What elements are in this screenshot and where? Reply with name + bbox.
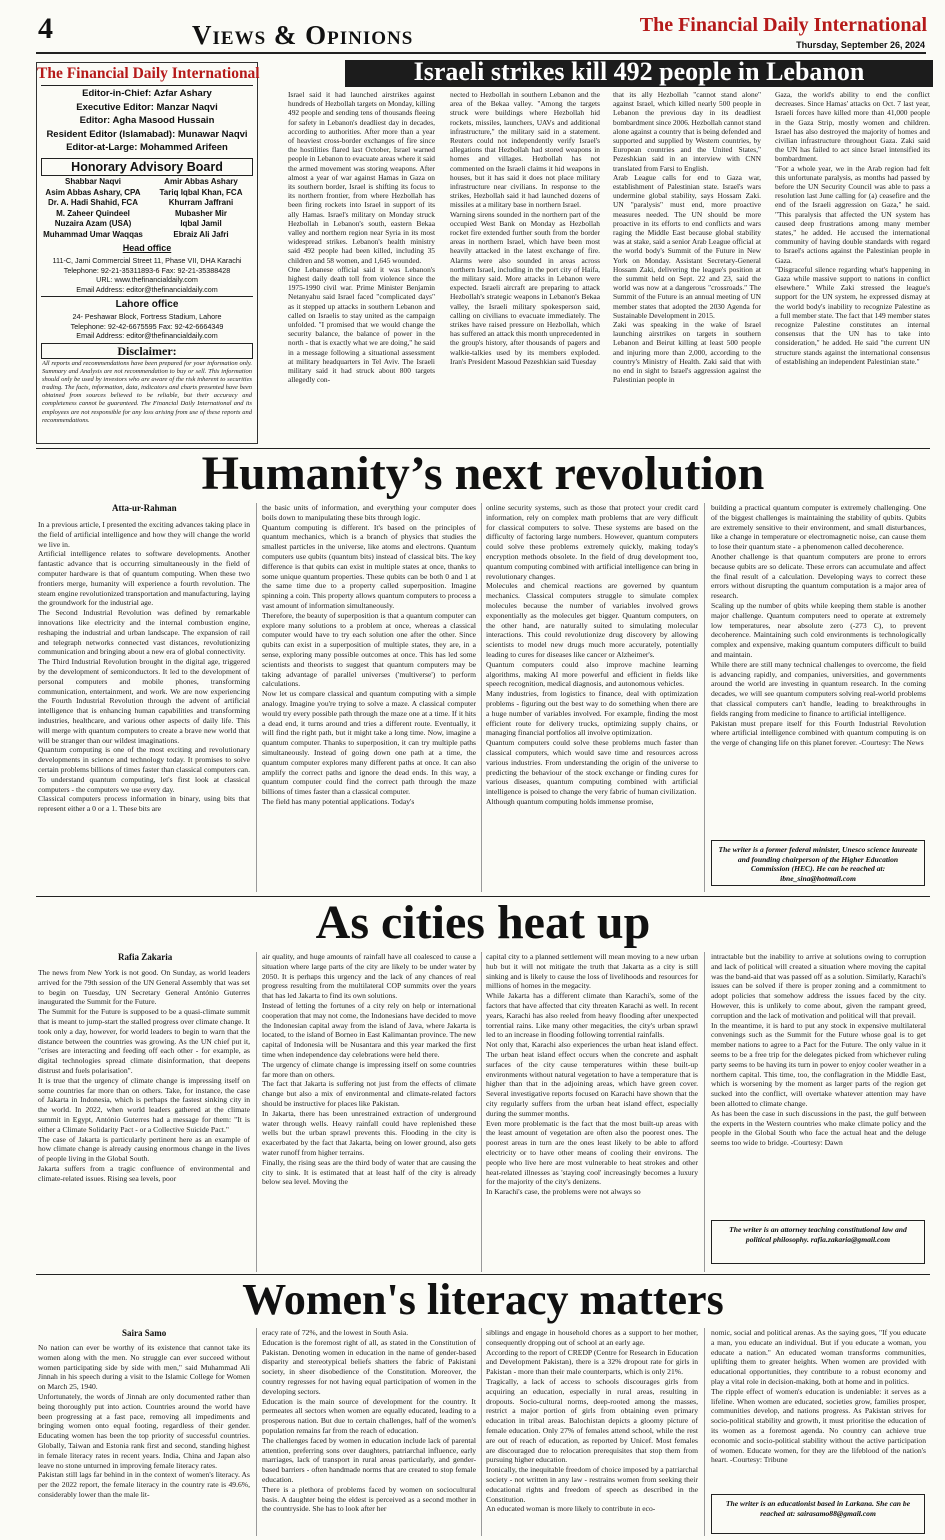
address-line: 24- Peshawar Block, Fortress Stadium, Lahore (72, 312, 222, 321)
lebanon-col-2: nected to Hezbollah in southern Lebanon and the area of the Bekaa valley. "Among the targets struck were buildings where Hezbollah hid rockets, missiles, launchers, UAVs and additional infrastructure," the military said in a statement. Reuters could not independently verify Israel's allegations that Hezbollah had stored weapons in homes and villages. Hezbollah has not commented on the Israeli claims it hid weapons in houses, but it has said it does not place military infrastructure near civilians. In response to the strikes, Hezbollah said it had launched dozens of missiles at a military base in northern Israel. Warning sirens sounded in the northern part of the occupied West Bank on Monday as Hezbollah rocket fire extended further south from the border areas in northern Israel, which have been most heavily attacked in the latest exchange of fire. Alarms were also sounded in areas across northern Israel, including in the port city of Haifa, the military said. More attacks in Lebanon were expected. Israeli aircraft are preparing to attack Hezbollah's strategic weapons in Lebanon's Bekaa valley, the Israeli military spokesperson said, calling on civilians to evacuate immediately. The strikes have raised pressure on Hezbollah, which has suffered an attack this month unprecedented in the group's history, after thousands of pagers and walkie-talkies used by its members exploded. Iran's President Masoud Pezeshkian said Tuesday (450, 90, 600, 366)
editor-list (37, 87, 257, 155)
cities-author-bio: The writer is an attorney teaching constitutional law and political philosophy. rafia.zakaria@gmail.com (711, 1220, 925, 1264)
column-divider (704, 503, 705, 892)
board-member: M. Zaheer Quindeel (56, 208, 130, 218)
address-line: Email Address: editor@thefinancialdaily.com (76, 331, 218, 340)
literacy-col-2: eracy rate of 72%, and the lowest in South Asia. Education is the foremost right of all, as stated in the Constitution of Pakistan. Denoting women in education in the name of gender-based disparity and stereotypical beliefs shatters the fabric of Pakistani society, in sheer disobedience of the Constitution. Moreover, the country regresses for not having equal participation of women in the developing sectors. Education is the main source of development for the country. It permeates all sectors when women are equally educated, leading to a prosperous nation. But due to certain challenges, half of the women's population remains far from the reach of education. The challenges faced by women in education include lack of parental attention, preferring sons over daughters, patriarchal influence, early marriages, lack of transport in rural areas particularly, and gender-based barriers - often handmade norms that are created to stop female education. There is a plethora of problems faced by women on sociocultural basis. A daughter being the eldest is perceived as a second mother in the countryside. She has to look after her (262, 1328, 476, 1514)
literacy-col-3: siblings and engage in household chores as a support to her mother, consequently dropping out of school at an early age. According to the report of CREDP (Centre for Research in Education and Development Pakistan), there is a 32% dropout rate for girls in Pakistan - more than their male counterparts, which is only 21%. Tragically, a lack of access to schools discourages girls from acquiring an education, especially in rural areas, resulting in dropouts. Socio-cultural norms, deep-rooted among the masses, restrict a major portion of girls from obtaining even primary education in tribal areas. Balochistan depicts a gloomy picture of female education. Only 27% of females attend school, while the rest are out of reach of education, as reported by Unicef. Most females are discouraged due to relocation prerequisites that stop them from pursuing higher education. Ironically, the inequitable freedom of choice imposed by a patriarchal society - not written in any law - restrains women from seeking their educational rights and freedom of speech as described in the Constitution. An educated woman is more likely to contribute in eco- (486, 1328, 698, 1514)
column-divider (481, 952, 482, 1272)
board-member: Iqbal Jamil (180, 219, 222, 228)
board-title: Honorary Advisory Board (41, 158, 253, 176)
board-member: Khurram Jaffrani (168, 198, 234, 207)
address-line: Telephone: 92-21-35311893-6 Fax: 92-21-35388428 (63, 265, 231, 275)
board-member: Muhammad Umar Waqqas (43, 229, 143, 239)
header-rule (36, 52, 926, 54)
cities-col-3: capital city to a planned settlement will mean moving to a new urban hub but it will not mitigate the truth that Jakarta as a city is still sinking and is likely to cause the loss of livelihoods and resources for millions of homes in the megacity. While Jakarta has a different climate than Karachi's, some of the factors that have affected that city threaten Karachi as well. In recent years, Karachi has also reeled from heavy flooding after unexpected torrential rains. Like many other megacities, the city's urban sprawl led to an increase in flooding following torrential rainfalls. Not only that, Karachi also experiences the urban heat island effect. The urban heat island effect occurs when the concrete and asphalt surfaces of the city cause temperatures within these built-up environments without natural vegetation to have a temperature that is higher than that in the adjoining areas, which have green cover. Several investigative reports focused on Karachi have shown that the city regularly suffers from the urban heat island effect, especially during the summer months. Even more problematic is the fact that the most built-up areas with the least amount of vegetation are often also the poorest ones. The poorest areas in turn are the ones least likely to be able to afford electricity or to have other means of cooling their environs. The people who live here are most vulnerable to heat strokes and other heat-related illnesses as 'staying cool' increasingly becomes a luxury for the majority of the city's denizens. In Karachi's case, the problems were not always so (486, 952, 698, 1197)
board-member: Asim Abbas Ashary, CPA (45, 187, 141, 197)
column-divider (481, 503, 482, 892)
board-member: Nuzaira Azam (USA) (54, 219, 132, 228)
section-title: Views & Opinions (192, 20, 414, 50)
address-line: 111-C, Jami Commercial Street 11, Phase VII, DHA Karachi (52, 256, 242, 265)
editor-line: Editor-in-Chief: Azfar Ashary (82, 88, 212, 99)
lebanon-col-3: that its ally Hezbollah "cannot stand alone" against Israel, which killed nearly 500 people in Lebanon the previous day in its deadliest bombardment since 2006. Hezbollah cannot stand alone against a country that is being defended and supported and supplied by Western countries, by European countries and the United States," Pezeshkian said in an interview with CNN translated from Farsi to English. Arab League calls for end to Gaza war, establishment of Palestinian state. Israel's wars undermine global stability, says Hossam Zaki. UN "paralysis" must end, more proactive measures needed. The UN should be more proactive in its efforts to end conflicts and wars raging the Middle East because global stability was at stake, said a senior Arab League official at the world body's Summit of the Future in New York on Monday. Assistant Secretary-General Hossam Zaki, delivering the league's position at the summit held on Sept. 22 and 23, said the world was now at a dangerous "crossroads." The Summit of the Future is an annual meeting of UN member states that adopted the 2030 Agenda for Sustainable Development in 2015. Zaki was speaking in the wake of Israel launching airstrikes on targets in southern Lebanon and Beirut killing at least 500 people and injuring more than 2,000, according to the country's Ministry of Health. Zaki said that with no end in sight to Israel's aggression against the Palestinian people in (613, 90, 761, 385)
masthead-box (36, 62, 258, 444)
board-left-list (39, 177, 147, 240)
literacy-col-4: nomic, social and political arenas. As the saying goes, "If you educate a man, you educate an individual. But if you educate a woman, you educate a nation." An educated woman transforms communities, uplifting them to greater heights. When women are provided with educational opportunities, they contribute to a robust economy and play a vital role in decision-making, both at home and in politics. The ripple effect of women's education is undeniable: it serves as a lifeline. When women are educated, societies grow, families prosper, communities develop, and nations progress. As Pakistan strives for socio-political stability and growth, it must prioritise the education of its women as a foremost agenda. No country can achieve true economic and socio-political stability without the active participation of women. Educate women, for they are the lifeblood of the nation's heart. -Courtesy: Tribune (711, 1328, 926, 1465)
head-office-title: Head office (122, 243, 172, 253)
editor-line: Resident Editor (Islamabad): Munawar Naqvi (46, 128, 248, 140)
board-right-list (147, 177, 255, 240)
humanity-col-3: online security systems, such as those that protect your credit card information, rely on complex math problems that are very difficult for classical computers to solve. These systems are based on the difficulty of factoring large numbers. However, quantum computers could solve these problems extremely quickly, making today's encryption methods obsolete. In the field of drug development too, quantum computing combined with artificial intelligence can bring in revolutionary changes. Molecules and chemical reactions are governed by quantum mechanics. Classical computers struggle to simulate complex molecules because the number of variables involved grows exponentially as the molecules get bigger. Quantum computers, on the other hand, are naturally suited to simulating molecular interactions. This could revolutionize drug discovery by allowing scientists to model new drugs much more accurately, potentially leading to cures for diseases like cancer or Alzheimer's. Quantum computers could also improve machine learning algorithms, making AI more powerful and efficient in fields like speech recognition, medical diagnosis, and autonomous vehicles. Many industries, from logistics to finance, deal with optimization problems - figuring out the best way to do something when there are a huge number of variables involved. For example, finding the most efficient route for delivery trucks, optimizing supply chains, or managing financial portfolios all involve optimization. Quantum computers could solve these problems much faster than classical computers, which would save time and resources across various industries. From understanding the origin of the universe to predicting the behaviour of the stock exchange or finding cures for various diseases, quantum computing combined with artificial intelligence is poised to change the very fabric of human civilization. Although quantum computing holds immense promise, (486, 503, 698, 806)
masthead-rule (41, 85, 253, 86)
address-line: Telephone: 92-42-6675595 Fax: 92-42-6664349 (70, 321, 224, 331)
editor-line: Executive Editor: Manzar Naqvi (76, 101, 218, 113)
editor-line: Editor-at-Large: Mohammed Arifeen (66, 142, 228, 153)
cities-byline: Rafia Zakaria (118, 952, 173, 962)
masthead-title: The Financial Daily International (37, 65, 260, 82)
board-member: Shabbar Naqvi (64, 177, 121, 186)
lahore-office-address (37, 312, 257, 341)
humanity-author-bio: The writer is a former federal minister, Unesco science laureate and founding chairperson of the Higher Education Commission (HEC). He can be reached at: ibne_sina@hotmail.com (711, 840, 925, 886)
board-member: Ebraiz Ali Jafri (173, 229, 229, 239)
cities-headline: As cities heat up (315, 896, 651, 949)
masthead-rule (41, 296, 253, 297)
lebanon-headline: Israeli strikes kill 492 people in Lebanon (413, 57, 865, 86)
paper-name: The Financial Daily International (639, 14, 927, 36)
column-divider (256, 503, 257, 892)
humanity-headline: Humanity’s next revolution (201, 447, 765, 500)
head-office-address (37, 256, 257, 294)
address-line: Email Address: editor@thefinancialdaily.com (76, 284, 218, 294)
column-divider (256, 1328, 257, 1536)
board-member: Mubasher Mir (174, 208, 227, 218)
cities-col-4: intractable but the inability to arrive at solutions owing to corruption and lack of political will created a situation where moving the capital was the band-aid that was passed off as a solution. Similarly, Karachi's issues can be solved if there is proper zoning and a commitment to adopt policies that somehow address the issues faced by the city. However, this is unlikely to come about, given the rampant greed, corruption and the lack of motivation and political will that prevail. In the meantime, it is hard to put any stock in expensive multilateral convenings such as the Summit for the Future whose goal is to get member nations to agree to a Pact for the Future. The only value in it seems to be a free trip for the delegates picked from whichever ruling party seems to be having its turn in power to enjoy cooler weather in a northern capital. This time, too, the conflagration in the Middle East, which is worsening by the moment as larger parts of the region get sucked into the conflict, will overtake whatever attention may have been allotted to climate change. As has been the case in such discussions in the past, the gulf between the experts in the Western countries who make climate policy and the people in the Global South who face the actual heat and the deluge seems too wide to bridge. -Courtesy: Dawn (711, 952, 926, 1148)
cities-col-1: The news from New York is not good. On Sunday, as world leaders arrived for the 79th session of the UN General Assembly that was set to begin on Tuesday, UN Secretary General António Guterres inaugurated the Summit for the Future. The Summit for the Future is supposed to be a quasi-climate summit that is meant to jump-start the stalled progress over climate change. It took only a day, however, for world leaders to begin to warn that the distance between the countries was growing. As the UN chief put it, "crises are interacting and feeding off each other - for example, as digital technologies spread climate disinformation, that deepens distrust and fuels polarisation". It is true that the urgency of climate change is impressing itself on some countries far more than on others. Take, for instance, the case of Jakarta in Indonesia, which is perhaps the fastest sinking city in the world. In 2022, when world leaders gathered at the climate summit in Egypt, António Guterres had a message for them: "It is either a Climate Solidarity Pact - or a Collective Suicide Pact." The case of Jakarta is particularly pertinent here as an example of how climate change is already causing enormous change in the lives of people living in the Global South. Jakarta suffers from a tragic confluence of environmental and climate-related issues. Rising sea levels, poor (38, 968, 250, 1183)
humanity-col-4: building a practical quantum computer is extremely challenging. One of the biggest challenges is maintaining the stability of qubits. Qubits are extremely sensitive to their environment, and small disturbances, like a change in temperature or electromagnetic noise, can cause them to lose their quantum state - a phenomenon called decoherence. Another challenge is that quantum computers are prone to errors because qubits are so delicate. These errors can accumulate and affect the final result of a calculation. Developing ways to correct these errors without disrupting the quantum computation is a major area of research. Scaling up the number of qbits while keeping them stable is another major challenge. Quantum computers need to operate at extremely low temperatures, near absolute zero (-273 C), to prevent decoherence. Maintaining such cold environments is technologically complex and expensive, making quantum computers difficult to build and maintain. While there are still many technical challenges to overcome, the field is advancing rapidly, and companies, universities, and governments around the world are investing in quantum research. In the coming decades, we will see quantum computers solving real-world problems that classical computers can't handle, leading to breakthroughs in fields ranging from medicine to finance to artificial intelligence. Pakistan must prepare itself for this Fourth Industrial Revolution where artificial intelligence combined with quantum computing is on the verge of changing life on this planet forever. -Courtesy: The News (711, 503, 926, 748)
board-member: Amir Abbas Ashary (164, 177, 238, 186)
humanity-byline: Atta-ur-Rahman (112, 503, 177, 513)
board-member: Dr. A. Hadi Shahid, FCA (48, 198, 138, 207)
literacy-headline: Women's literacy matters (242, 1275, 724, 1324)
humanity-col-2: the basic units of information, and everything your computer does boils down to manipulating these bits through logic. Quantum computing is different. It's based on the principles of quantum mechanics, which is a branch of physics that studies the smallest particles in the universe, like atoms and electrons. Quantum computers use qubits (quantum bits) instead of classical bits. The key difference is that qubits can exist in multiple states at once, thanks to some unique quantum properties. These qubits can be both 0 and 1 at the same time due to a property called superposition. Imagine spinning a coin. This property allows quantum computers to process a vast amount of information simultaneously. Therefore, the beauty of superposition is that a quantum computer can explore many solutions to a problem at once, whereas a classical computer would have to try each solution one after the other. Since qubits can exist in a superposition of multiple states, they are, in a sense, exploring many possible outcomes at once. This has led some scientists and theorists to suggest that quantum computers may be taking advantage of parallel universes ('multiverse') to perform calculations. Now let us compare classical and quantum computing with a simple analogy. Imagine you're trying to solve a maze. A classical computer would try every possible path through the maze one at a time. If it hits a dead end, it turns around and tries a different route. Eventually, it will find the right path, but it might take a long time. Now, imagine a quantum computer. Thanks to superposition, it can try multiple paths simultaneously. Instead of going down one path at a time, the quantum computer explores many different paths at once. It can also amplify the correct paths and ignore the dead ends. In this way, a quantum computer could find the correct path through the maze billions of times faster than a classical computer. The field has many potential applications. Today's (262, 503, 476, 806)
page-number: 4 (38, 12, 53, 45)
column-divider (704, 1328, 705, 1536)
literacy-col-1: No nation can ever be worthy of its existence that cannot take its women along with the men. No struggle can ever succeed without women participating side by side with men," said Muhammad Ali Jinnah in his speech during a visit to the Islamic College for Women on March 25, 1940. Unfortunately, the words of Jinnah are only documented rather than being thoroughly put into action. Countries around the world have been progressing at a fast pace, removing all impediments and bringing women onto equal footing, regardless of their gender. Educating women has been the top priority of successful countries. Globally, Taiwan and Estonia rank first and second, standing highest in female literacy rates in recent years. India, China and Japan also leave no stone unturned in improving female literacy rates. Pakistan still lags far behind in in the context of women's literacy. As per the 2022 report, the female literacy in the country rate is 49.6%, considerably lower than the male lit- (38, 1343, 250, 1499)
literacy-byline: Saira Samo (122, 1328, 167, 1338)
cities-col-2: air quality, and huge amounts of rainfall have all coalesced to cause a situation where large parts of the city are likely to be under water by 2050. It is perhaps this urgency and the lack of any chances of real progress resulting from the multilateral COP summits over the years that has led Jakarta to find its own solutions. Instead of letting the fortunes of a city rely on help or international cooperation that may not come, the Indonesians have decided to move the Indonesian capital away from the island of Java, where Jakarta is located, to the island of Borneo in East Kalimantan province. The new capital of Indonesia will be Nusantara and this year marked the first time when independence day celebrations were held there. The urgency of climate change is impressing itself on some countries far more than on others. The fact that Jakarta is suffering not just from the effects of climate change but also a mix of environmental and climate-related factors should be instructive for places like Pakistan. In Jakarta, there has been unrestrained extraction of underground water through wells. Heavy rainfall could have replenished these wells but the urban sprawl prevents this. Flooding in the city is exacerbated by the fact that Jakarta, being on lower ground, also gets water runoff from higher terrains. Finally, the rising seas are the third body of water that are causing the city to sink. It is estimated that at least half of the city is already below sea level. Moving the (262, 952, 476, 1187)
disclaimer-title: Disclaimer: (41, 343, 253, 359)
disclaimer-text: All reports and recommendations have been prepared for your information only. Summary and Analysis are not recommendation to buy or sell. This information should only be used by investors who are aware of the risk inherent to securities trading. The facts, information, data, indicators and charts presented have been obtained from sources believed to be reliable, but their accuracy and completeness cannot be guaranteed. The Financial Daily International and its employees are not responsible for any loss arising from use of these reports and recommendations. (42, 360, 252, 424)
column-divider (256, 952, 257, 1272)
lahore-office-title: Lahore office (115, 299, 179, 310)
lebanon-col-4: Gaza, the world's ability to end the conflict decreases. Since Hamas' attacks on Oct. 7 last year, Israeli forces have killed more than 41,000 people in the Gaza Strip, mostly women and children. Israel has also destroyed the majority of homes and civilian infrastructure throughout Gaza. Zaki said the UN has failed to act since Israel intensified its bombardment. "For a whole year, we in the Arab region had felt this unfortunate paralysis, as months had passed by before the UN Security Council was able to pass a resolution last June calling for (a) ceasefire and the end of the Israeli aggression on Gaza," he said. "This paralysis that affected the UN system has caused deep frustrations among many member states," he added. He accused the international community of having double standards with regard to Israel's actions against the Palestinian people in Gaza. "Disgraceful silence regarding what's happening in Gaza while massive support to nations in conflict elsewhere." While Zaki stressed the league's support for the UN system, he expressed dismay at the world body's inability to recognize Palestine as a full member state. The fact that 149 member states recognize Palestine constitutes an internal consensus that the UN has to take into consideration," he added. He said "the current UN structure stands against the international consensus of establishing an independent Palestinian state." (775, 90, 930, 366)
editor-line: Editor: Agha Masood Hussain (79, 115, 215, 126)
address-line: URL: www.thefinancialdaily.com (96, 275, 198, 284)
issue-date: Thursday, September 26, 2024 (796, 40, 925, 50)
column-divider (481, 1328, 482, 1536)
humanity-col-1: In a previous article, I presented the exciting advances taking place in the field of artificial intelligence and how they will change the world we live in. Artificial intelligence relates to software developments. Another fantastic advance that is occurring simultaneously in the field of computer hardware is that of quantum computing. When these two frontiers merge, humanity will experience a fourth revolution. The steam engine revolutionized transportation and manufacturing, laying the groundwork for the industrial age. The Second Industrial Revolution was defined by remarkable innovations like electricity and the internal combustion engine, reshaping the industrial and urban landscape. The expansion of rail and telegraph networks connected vast distances, revolutionizing communication and bringing about a new era of global connectivity. The Third Industrial Revolution brought in the digital age, triggered by the development of semiconductors. It led to the development of personal computers and mobile phones, transforming communication, entertainment, and work. We are now experiencing the Fourth Industrial Revolution through the advent of artificial intelligence that is enhancing human capabilities and transforming industries, healthcare, and various other aspects of daily life. This will merge with quantum computers to create a brave new world that will be stranger than our wildest imaginations. Quantum computing is one of the most exciting and revolutionary developments in science and technology today. It promises to solve certain problems billions of times faster than classical computers can. To understand quantum computing, let's first look at classical computers - the computers we use every day. Classical computers process information in binary, using bits that represent either a 0 or a 1. These bits are (38, 520, 250, 814)
board-member: Tariq Iqbal Khan, FCA (159, 187, 243, 197)
literacy-author-bio: The writer is an educationist based in Larkana. She can be reached at: sairasamo88@gmail.com (711, 1494, 925, 1534)
column-divider (704, 952, 705, 1272)
lebanon-col-1: Israel said it had launched airstrikes against hundreds of Hezbollah targets on Monday, killing 492 people and sending tens of thousands fleeing for safety in Lebanon's deadliest day in decades, according to authorities. After more than a year of heaviest cross-border exchanges of fire since the hostilities flared last October, Israel warned people in Lebanon to evacuate areas where it said the armed movement was storing weapons. After almost a year of war against Hamas in Gaza on its southern border, Israel is shifting its focus to its northern frontier, from where Hezbollah has been firing rockets into Israel in support of its ally Hamas. Israel's military on Monday struck Hezbollah in Lebanon's south, eastern Bekaa valley and northern region near Syria in its most widespread strikes. Lebanon's health ministry said 492 people had been killed, including 35 children and 58 women, and 1,645 wounded. One Lebanese official said it was Lebanon's highest daily death toll from violence since the 1975-1990 civil war. Prime Minister Benjamin Netanyahu said Israel faced "complicated days" as it stepped up attacks in southern Lebanon and called on Israelis to stay united as the campaign unfolded. "I promised that we would change the security balance, the balance of power in the north - that is exactly what we are doing," he said in a message following a situational assessment at military headquarters in Tel Aviv. The Israeli military said it had struck about 800 targets allegedly con- (288, 90, 435, 385)
